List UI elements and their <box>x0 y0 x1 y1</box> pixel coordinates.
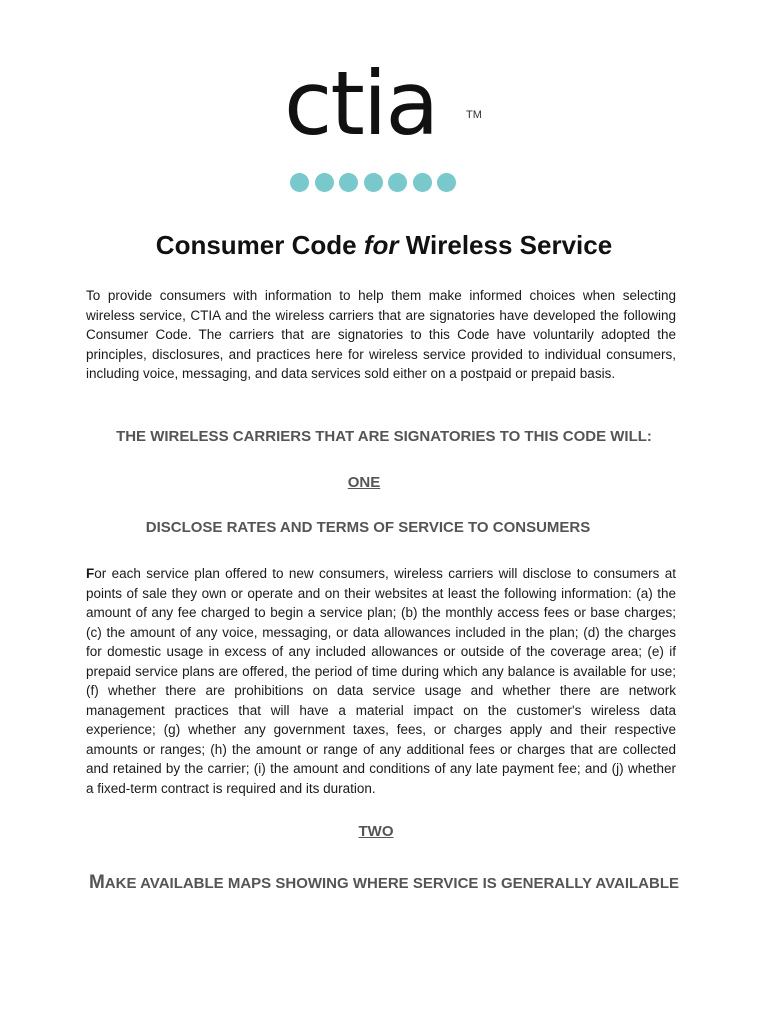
section-two-heading-rest: AKE AVAILABLE MAPS SHOWING WHERE SERVICE IS GENERALLY AVAILABLE <box>104 875 680 892</box>
intro-paragraph: To provide consumers with information to help them make informed choices when selecting wireless service, CTIA and the wireless carriers that are signatories have developed the following Consumer Code. The carriers that are signatories to this Code have voluntarily adopted the principles, disclosures, and practices here for wireless service provided to individual consumers, including voice, messaging, and data services sold either on a postpaid or prepaid basis. <box>86 288 676 381</box>
section-one-body: or each service plan offered to new consumers, wireless carriers will disclose to consumers at points of sale they own or operate and on their websites at least the following information: (a) the amount of any fee charged to begin a service plan; (b) the monthly access fees or base charges; (c) the amount of any voice, messaging, or data allowances included in the plan; (d) the charges for domestic usage in excess of any included allowances or outside of the coverage area; (e) if prepaid service plans are offered, the period of time during which any balance is available for use; (f) whether there are prohibitions on data service usage and whether there are network management practices that will have a material impact on the customer's wireless data experience; (g) whether any government taxes, fees, or charges apply and their respective amounts or ranges; (h) the amount or range of any additional fees or charges that are collected and retained by the carrier; (i) the amount and conditions of any late payment fee; and (j) whether a fixed-term contract is required and its duration. <box>86 566 676 796</box>
ctia-logo <box>280 52 482 202</box>
title-part-1: Consumer Code <box>155 230 364 260</box>
section-one-paragraph <box>86 564 676 798</box>
logo-dot <box>315 173 334 192</box>
section-two-heading-initial: M <box>88 872 105 893</box>
signatories-heading: THE WIRELESS CARRIERS THAT ARE SIGNATORIES TO THIS CODE WILL: <box>116 428 652 445</box>
logo-dot <box>388 173 407 192</box>
logo-dot <box>339 173 358 192</box>
page-title <box>0 230 768 261</box>
logo-dots <box>290 173 456 192</box>
logo-dot <box>364 173 383 192</box>
logo-dot <box>290 173 309 192</box>
logo-dot <box>413 173 432 192</box>
title-part-3: Wireless Service <box>398 230 613 260</box>
section-one-heading: DISCLOSE RATES AND TERMS OF SERVICE TO CONSUMERS <box>145 519 591 536</box>
trademark-symbol: TM <box>466 109 482 121</box>
logo-dot <box>437 173 456 192</box>
dropcap-letter: F <box>86 566 95 581</box>
title-part-2: for <box>363 230 399 260</box>
section-two-heading <box>0 872 768 894</box>
section-two-number: TWO <box>358 823 394 840</box>
section-one-number: ONE <box>347 474 381 491</box>
logo-wordmark: ctia <box>284 52 438 155</box>
